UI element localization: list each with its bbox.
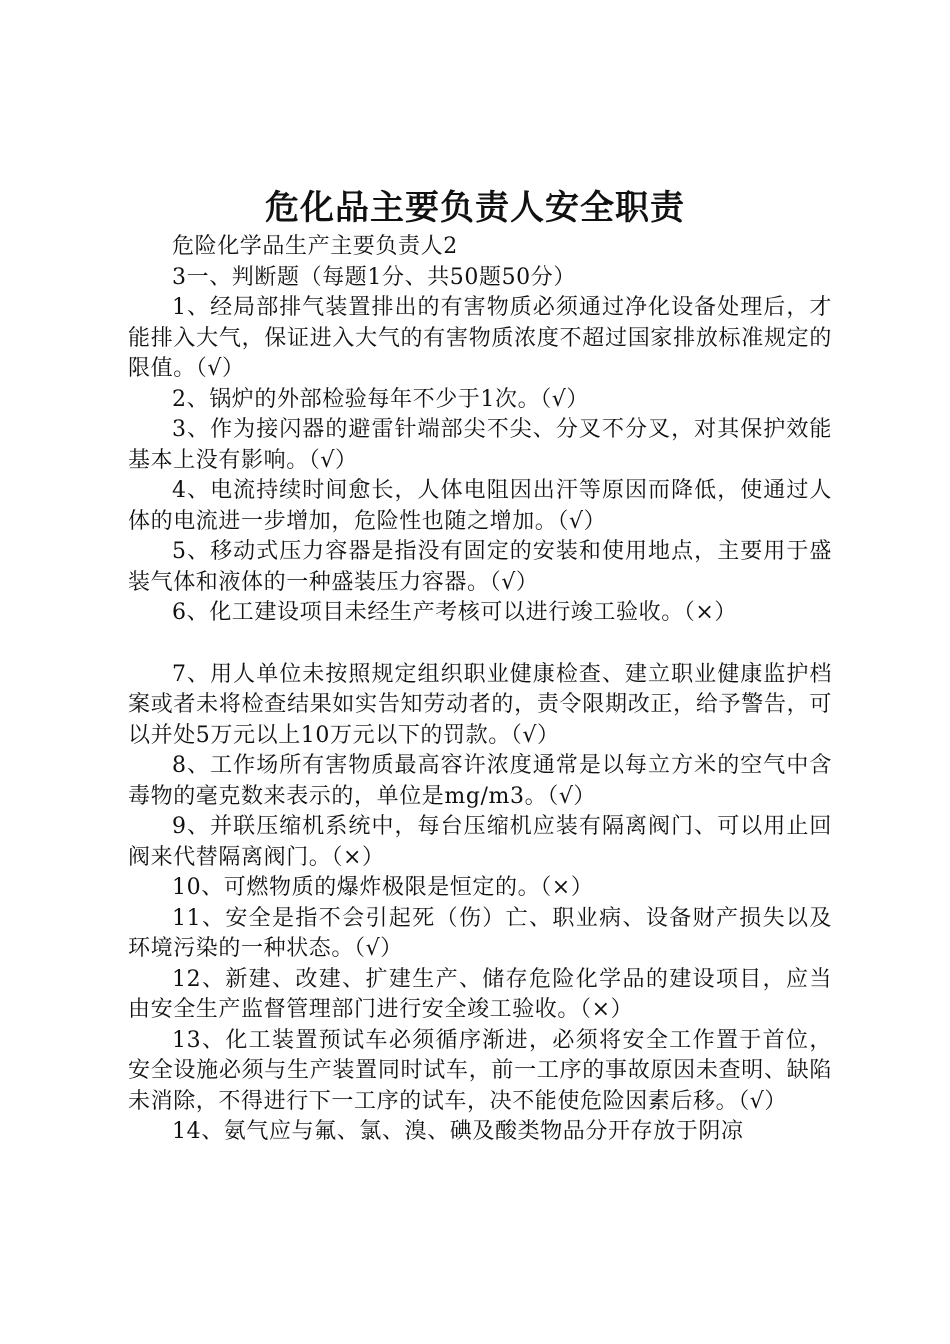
paragraph-spacer	[128, 629, 832, 660]
question-item: 13、化工装置预试车必须循序渐进，必须将安全工作置于首位，安全设施必须与生产装置同时试车，前一工序的事故原因未查明、缺陷未消除，不得进行下一工序的试车，决不能使危险因素后移。（√）	[128, 1027, 832, 1114]
document-title: 危化品主要负责人安全职责	[265, 188, 685, 228]
question-item: 6、化工建设项目未经生产考核可以进行竣工验收。（×）	[172, 600, 738, 625]
question-item: 9、并联压缩机系统中，每台压缩机应装有隔离阀门、可以用止回阀来代替隔离阀门。（×）	[128, 814, 832, 870]
question-item: 4、电流持续时间愈长，人体电阻因出汗等原因而降低，使通过人体的电流进一步增加，危险性也随之增加。（√）	[128, 478, 832, 534]
question-item: 14、氨气应与氟、氯、溴、碘及酸类物品分开存放于阴凉	[172, 1119, 744, 1144]
question-item: 12、新建、改建、扩建生产、储存危险化学品的建设项目，应当由安全生产监督管理部门进行安全竣工验收。（×）	[128, 966, 832, 1022]
question-item: 1、经局部排气装置排出的有害物质必须通过净化设备处理后，才能排入大气，保证进入大气的有害物质浓度不超过国家排放标准规定的限值。（√）	[128, 295, 832, 381]
section-heading: 3一、判断题（每题1分、共50题50分）	[172, 264, 576, 290]
question-item: 10、可燃物质的爆炸极限是恒定的。（×）	[172, 875, 594, 900]
document-body	[128, 232, 832, 1148]
question-item: 5、移动式压力容器是指没有固定的安装和使用地点，主要用于盛装气体和液体的一种盛装压力容器。（√）	[128, 539, 832, 595]
question-item: 2、锅炉的外部检验每年不少于1次。（√）	[172, 386, 590, 412]
question-item: 11、安全是指不会引起死（伤）亡、职业病、设备财产损失以及环境污染的一种状态。（√）	[128, 905, 832, 961]
subtitle-paragraph: 危险化学品生产主要负责人2	[172, 234, 458, 259]
question-item: 3、作为接闪器的避雷针端部尖不尖、分叉不分叉，对其保护效能基本上没有影响。（√）	[128, 417, 832, 473]
question-item: 8、工作场所有害物质最高容许浓度通常是以每立方米的空气中含毒物的毫克数来表示的，单位是mg/m3。（√）	[128, 753, 832, 809]
question-item: 7、用人单位未按照规定组织职业健康检查、建立职业健康监护档案或者未将检查结果如实告知劳动者的，责令限期改正，给予警告，可以并处5万元以上10万元以下的罚款。（√）	[128, 661, 832, 748]
